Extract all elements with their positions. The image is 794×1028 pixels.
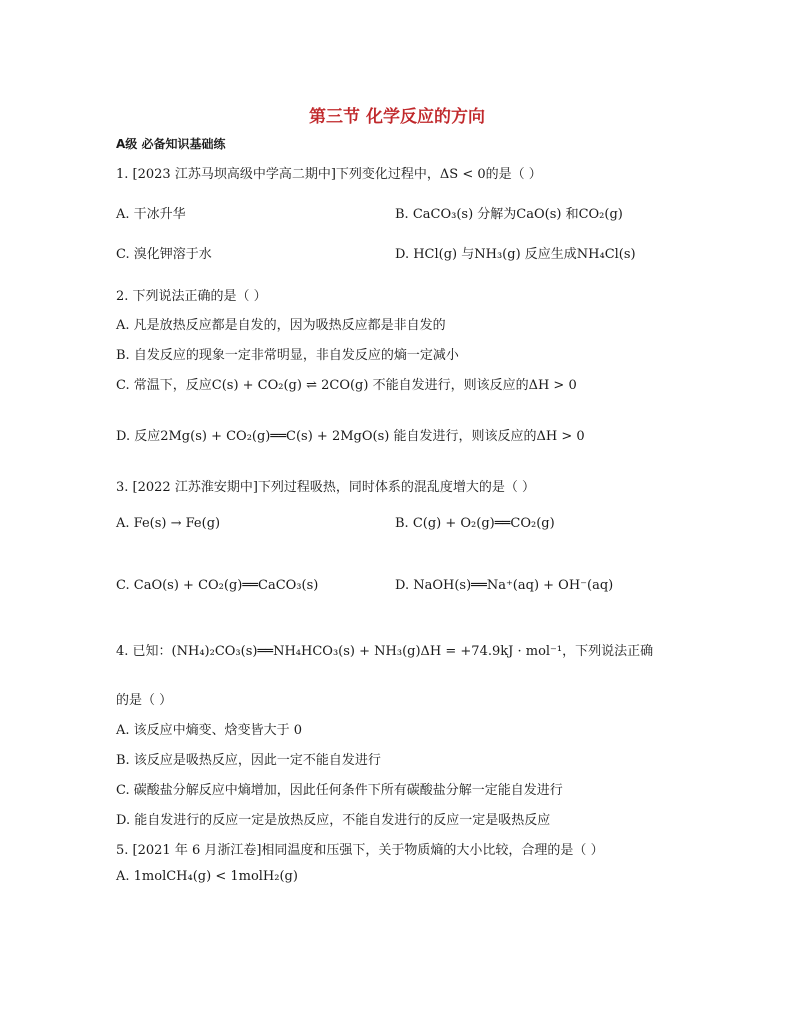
question-3-option-d: D. NaOH(s)══Na⁺(aq) + OH⁻(aq) <box>395 578 614 593</box>
question-3-option-a: A. Fe(s) → Fe(g) <box>116 516 221 531</box>
question-5-option-a: A. 1molCH₄(g) < 1molH₂(g) <box>116 869 298 884</box>
page-title: 第三节 化学反应的方向 <box>309 107 485 127</box>
question-1-option-a: A. 干冰升华 <box>116 207 186 222</box>
question-1-option-c: C. 溴化钾溶于水 <box>116 247 212 262</box>
question-2-option-a: A. 凡是放热反应都是自发的，因为吸热反应都是非自发的 <box>116 318 446 333</box>
question-5: 5. [2021 年 6 月浙江卷]相同温度和压强下，关于物质熵的大小比较，合理的是（ ） <box>116 843 604 858</box>
question-2: 2. 下列说法正确的是（ ） <box>116 289 267 304</box>
question-4-option-d: D. 能自发进行的反应一定是放热反应，不能自发进行的反应一定是吸热反应 <box>116 813 551 828</box>
question-4-option-b: B. 该反应是吸热反应，因此一定不能自发进行 <box>116 753 381 768</box>
question-3-option-b: B. C(g) + O₂(g)══CO₂(g) <box>395 516 555 531</box>
question-2-option-c: C. 常温下，反应C(s) + CO₂(g) ⇌ 2CO(g) 不能自发进行，则该反应的ΔH > 0 <box>116 378 577 393</box>
question-4-option-a: A. 该反应中熵变、焓变皆大于 0 <box>116 723 303 738</box>
section-heading: A级 必备知识基础练 <box>116 137 226 151</box>
question-2-option-d: D. 反应2Mg(s) + CO₂(g)══C(s) + 2MgO(s) 能自发进行，则该反应的ΔH > 0 <box>116 429 585 444</box>
question-4-continued: 的是（ ） <box>116 693 173 708</box>
question-1-option-d: D. HCl(g) 与NH₃(g) 反应生成NH₄Cl(s) <box>395 247 636 262</box>
question-1-option-b: B. CaCO₃(s) 分解为CaO(s) 和CO₂(g) <box>395 207 623 222</box>
question-2-option-b: B. 自发反应的现象一定非常明显，非自发反应的熵一定减小 <box>116 348 459 363</box>
question-3-option-c: C. CaO(s) + CO₂(g)══CaCO₃(s) <box>116 578 319 593</box>
question-4: 4. 已知：(NH₄)₂CO₃(s)══NH₄HCO₃(s) + NH₃(g)ΔH = +74.9kJ · mol⁻¹，下列说法正确 <box>116 644 654 659</box>
question-3: 3. [2022 江苏淮安期中]下列过程吸热，同时体系的混乱度增大的是（ ） <box>116 480 536 495</box>
question-1: 1. [2023 江苏马坝高级中学高二期中]下列变化过程中，ΔS < 0的是（ ） <box>116 167 542 182</box>
question-4-option-c: C. 碳酸盐分解反应中熵增加，因此任何条件下所有碳酸盐分解一定能自发进行 <box>116 783 563 798</box>
